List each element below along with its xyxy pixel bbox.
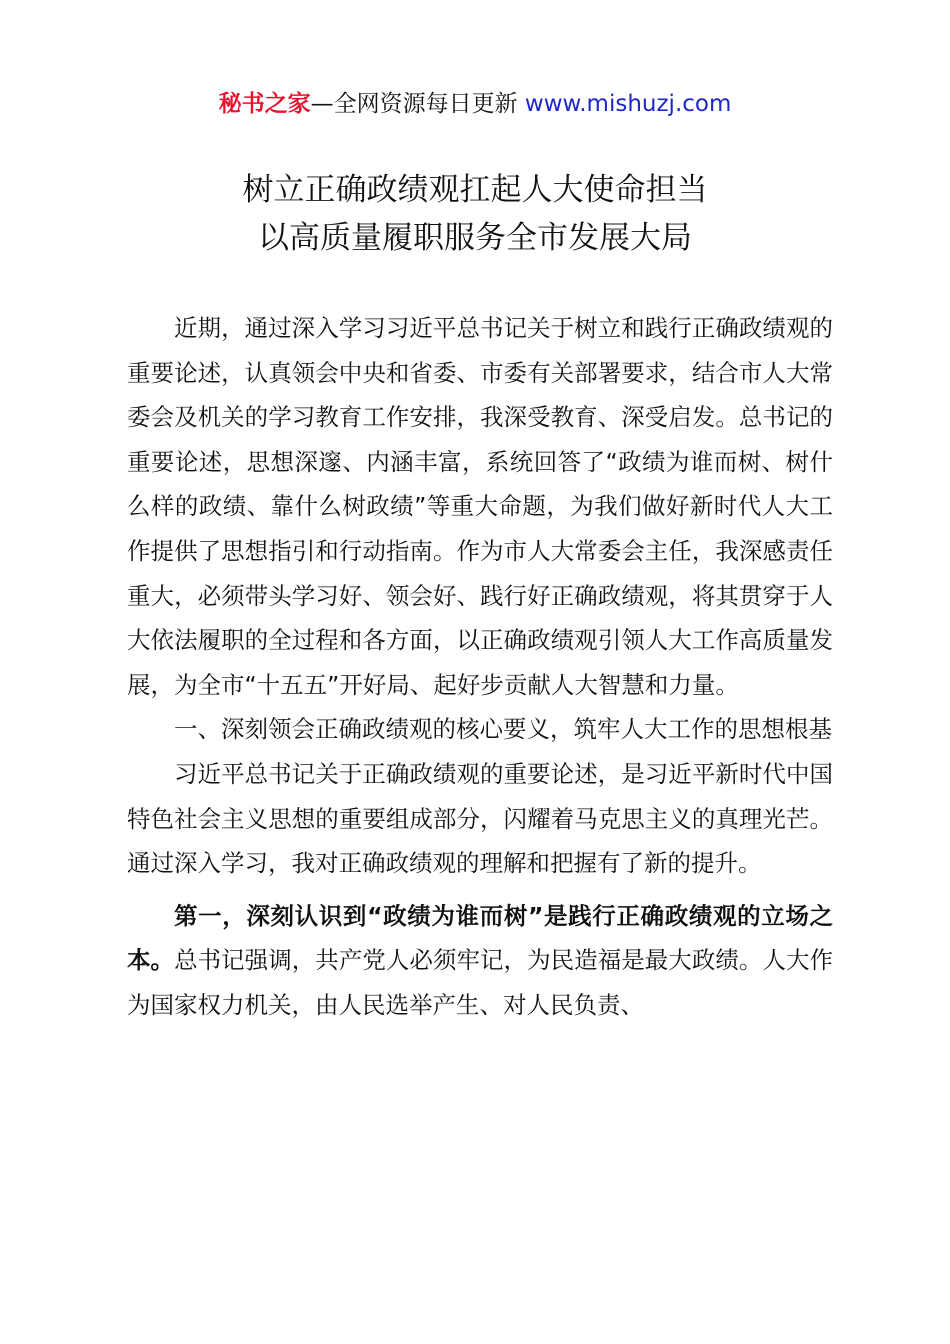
- document-title-line-2: 以高质量履职服务全市发展大局: [258, 220, 692, 256]
- banner-tagline: —全网资源每日更新: [310, 91, 525, 117]
- document-body: [127, 306, 833, 1028]
- point-1-text: 总书记强调，共产党人必须牢记，为民造福是最大政绩。人大作为国家权力机关，由人民选举产生、对人民负责、: [127, 946, 834, 1019]
- point-1-lead: 第一，深刻认识到“政绩为谁而树”是践行正确政绩观的立场之本。: [127, 901, 833, 975]
- intro-paragraph: 近期，通过深入学习习近平总书记关于树立和践行正确政绩观的重要论述，认真领会中央和省委、市委有关部署要求，结合市人大常委会及机关的学习教育工作安排，我深受教育、深受启发。总书记的重要论述，思想深邃、内涵丰富，系统回答了“政绩为谁而树、树什么样的政绩、靠什么树政绩”等重大命题，为我们做好新时代人大工作提供了思想指引和行动指南。作为市人大常委会主任，我深感责任重大，必须带头学习好、领会好、践行好正确政绩观，将其贯穿于人大依法履职的全过程和各方面，以正确政绩观引领人大工作高质量发展，为全市“十五五”开好局、起好步贡献人大智慧和力量。: [127, 314, 833, 699]
- document-title-line-1: 树立正确政绩观扛起人大使命担当: [242, 172, 708, 208]
- site-banner: [0, 86, 950, 122]
- site-url-link[interactable]: www.mishuzj.com: [524, 91, 732, 117]
- section-1-heading: 一、深刻领会正确政绩观的核心要义，筑牢人大工作的思想根基: [174, 715, 832, 744]
- point-1-paragraph: [127, 894, 833, 1028]
- brand-name: 秘书之家: [218, 91, 311, 117]
- section-1-paragraph: 习近平总书记关于正确政绩观的重要论述，是习近平新时代中国特色社会主义思想的重要组成部分，闪耀着马克思主义的真理光芒。通过深入学习，我对正确政绩观的理解和把握有了新的提升。: [127, 759, 833, 878]
